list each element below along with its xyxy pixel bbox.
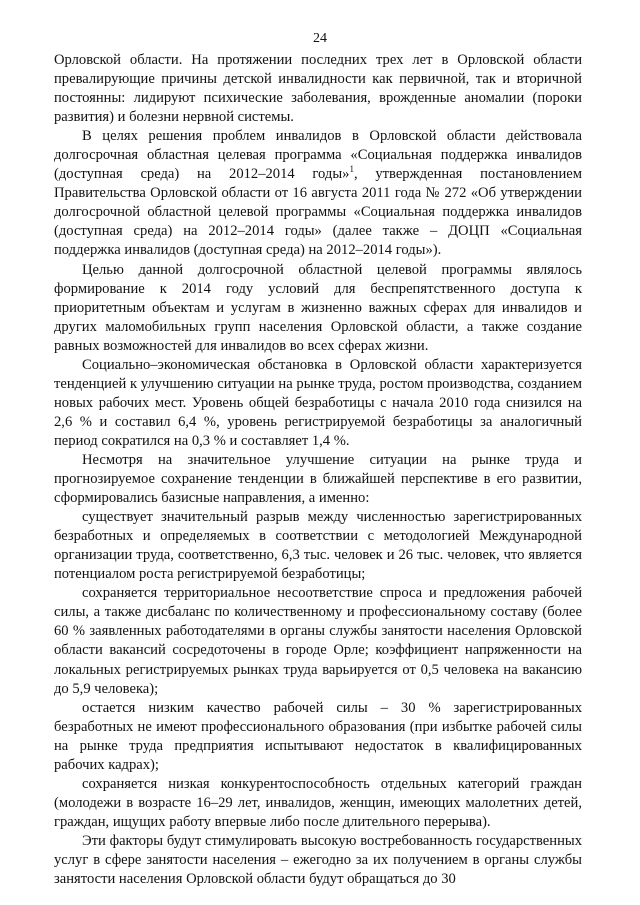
footnote-reference: 1 bbox=[349, 164, 354, 175]
paragraph-continuation: Орловской области. На протяжении последних трех лет в Орловской области превалирующие причины детской инвалидности как первичной, так и вторичной постоянны: лидируют психические заболевания, врожденные аномалии (пороки развития) и болезни нервной системы. bbox=[54, 52, 582, 126]
list-item-unemployment-gap: существует значительный разрыв между численностью зарегистрированных безработных и определяемых в соответствии с методологией Международной организации труда, соответственно, 6,3 тыс. человек и 26 тыс. человек, что является потенциалом роста регистрируемой безработицы; bbox=[54, 509, 582, 583]
document-body bbox=[54, 51, 582, 889]
paragraph-program-description bbox=[54, 127, 582, 260]
paragraph-program-text-end: , утвержденная постановлением Правительства Орловской области от 16 августа 2011 года № 272 «Об утверждении долгосрочной областной целевой программы «Социальная поддержка инвалидов (доступная среда) на 2012–2014 годы» (далее также – ДОЦП «Социальная поддержка инвалидов (доступная среда) на 2012–2014 годы»). bbox=[54, 166, 582, 259]
list-item-workforce-quality: остается низким качество рабочей силы – 30 % зарегистрированных безработных не имеют профессионального образования (при избытке рабочей силы на рынке труда предприятия испытывают недостаток в квалифицированных рабочих кадрах); bbox=[54, 699, 582, 773]
paragraph-program-text-start: В целях решения проблем инвалидов в Орловской области действовала долгосрочная областная целевая программа «Социальная поддержка инвалидов (доступная среда) на 2012–2014 годы» bbox=[54, 128, 582, 183]
paragraph-service-demand: Эти факторы будут стимулировать высокую востребованность государственных услуг в сфере занятости населения – ежегодно за их получением в органы службы занятости населения Орловской области будут обращаться до 30 bbox=[54, 832, 582, 888]
page-number: 24 bbox=[313, 31, 327, 46]
paragraph-labor-market-directions: Несмотря на значительное улучшение ситуации на рынке труда и прогнозируемое сохранение тенденции в ближайшей перспективе в его развитии, сформировались базисные направления, а именно: bbox=[54, 451, 582, 507]
list-item-low-competitiveness: сохраняется низкая конкурентоспособность отдельных категорий граждан (молодежи в возрасте 16–29 лет, инвалидов, женщин, имеющих малолетних детей, граждан, ищущих работу впервые либо после длительного перерыва). bbox=[54, 775, 582, 830]
paragraph-socioeconomic-situation: Социально–экономическая обстановка в Орловской области характеризуется тенденцией к улучшению ситуации на рынке труда, ростом производства, созданием новых рабочих мест. Уровень общей безработицы с начала 2010 года снизился на 2,6 % и составил 6,4 %, уровень регистрируемой безработицы за аналогичный период сократился на 0,3 % и составляет 1,4 %. bbox=[54, 356, 582, 449]
list-item-territorial-mismatch: сохраняется территориальное несоответствие спроса и предложения рабочей силы, а также дисбаланс по количественному и профессиональному составу (более 60 % заявленных работодателями в органы службы занятости населения Орловской области вакансий сосредоточены в городе Орле; коэффициент напряженности на локальных регистрируемых рынках труда варьируется от 0,5 человека на вакансию до 5,9 человека); bbox=[54, 585, 582, 697]
paragraph-program-goal: Целью данной долгосрочной областной целевой программы являлось формирование к 2014 году условий для беспрепятственного доступа к приоритетным объектам и услугам в жизненно важных сферах для инвалидов и других маломобильных групп населения Орловской области, а также создание равных возможностей для инвалидов во всех сферах жизни. bbox=[54, 261, 582, 354]
